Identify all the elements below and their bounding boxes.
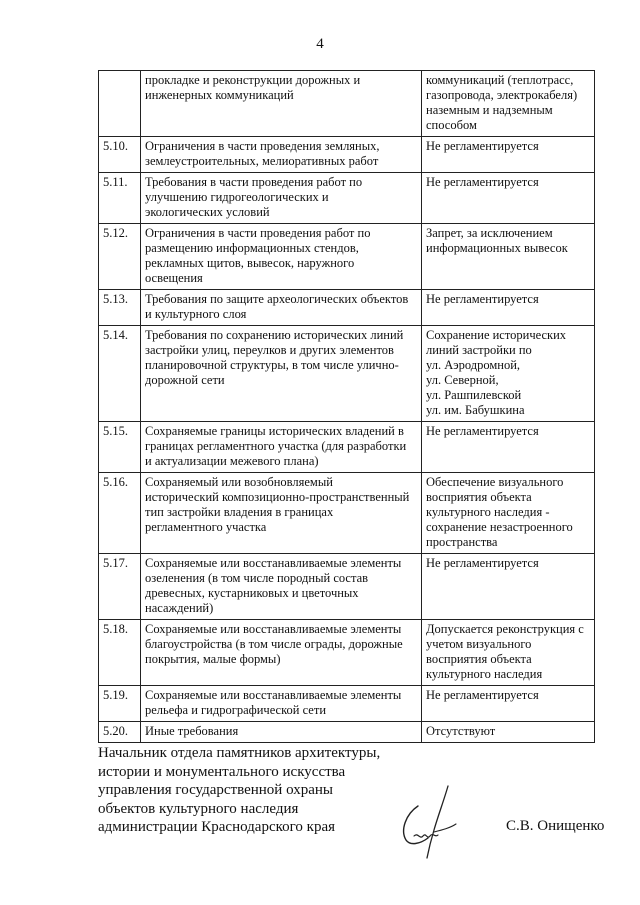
table-row <box>99 326 595 422</box>
requirement-name: Ограничения в части проведения земляных, землеустроительных, мелиоративных работ <box>141 137 422 173</box>
signer-name: С.В. Онищенко <box>506 818 605 834</box>
requirement-name: Требования в части проведения работ по улучшению гидрогеологических и экологических условий <box>141 173 422 224</box>
table-row <box>99 290 595 326</box>
row-number: 5.18. <box>99 620 141 686</box>
row-number: 5.15. <box>99 422 141 473</box>
requirement-name: Сохраняемые или восстанавливаемые элементы рельефа и гидрографической сети <box>141 686 422 722</box>
signatory-title-line: Начальник отдела памятников архитектуры, <box>98 745 381 761</box>
signatory-title-line: объектов культурного наследия <box>98 800 299 817</box>
row-number: 5.13. <box>99 290 141 326</box>
requirement-value: Не регламентируется <box>422 554 595 620</box>
requirement-value: Отсутствуют <box>422 722 595 743</box>
table-row <box>99 224 595 290</box>
requirement-value: Не регламентируется <box>422 422 595 473</box>
requirement-value: Обеспечение визуального восприятия объекта культурного наследия - сохранение незастроенного пространства <box>422 473 595 554</box>
requirement-value: Не регламентируется <box>422 173 595 224</box>
row-number: 5.20. <box>99 722 141 743</box>
requirement-value: Запрет, за исключением информационных вывесок <box>422 224 595 290</box>
signatory-title <box>98 744 428 837</box>
requirement-value: Сохранение исторических линий застройки по ул. Аэродромной, ул. Северной, ул. Рашпилевской ул. им. Бабушкина <box>422 326 595 422</box>
row-number: 5.10. <box>99 137 141 173</box>
table-row <box>99 554 595 620</box>
signatory-title-line: управления государственной охраны <box>98 782 333 798</box>
row-number: 5.11. <box>99 173 141 224</box>
requirement-name: Ограничения в части проведения работ по размещению информационных стендов, рекламных щитов, вывесок, наружного освещения <box>141 224 422 290</box>
handwritten-signature <box>390 780 470 860</box>
requirement-value: коммуникаций (теплотрасс, газопровода, электрокабеля) наземным и надземным способом <box>422 71 595 137</box>
table-row <box>99 686 595 722</box>
requirement-name: Сохраняемые или восстанавливаемые элементы озеленения (в том числе породный состав древесных, кустарниковых и цветочных насаждений) <box>141 554 422 620</box>
requirement-name: Сохраняемые границы исторических владений в границах регламентного участка (для разработки и актуализации межевого плана) <box>141 422 422 473</box>
signatory-title-line: администрации Краснодарского края <box>98 819 336 835</box>
regulations-table <box>98 70 595 743</box>
requirement-value: Допускается реконструкция с учетом визуального восприятия объекта культурного наследия <box>422 620 595 686</box>
row-number: 5.19. <box>99 686 141 722</box>
row-number: 5.17. <box>99 554 141 620</box>
row-number <box>99 71 141 137</box>
requirement-name: Требования по сохранению исторических линий застройки улиц, переулков и других элементов планировочной структуры, в том числе улично- дорожной сети <box>141 326 422 422</box>
requirement-value: Не регламентируется <box>422 290 595 326</box>
row-number: 5.16. <box>99 473 141 554</box>
requirement-name: Требования по защите археологических объектов и культурного слоя <box>141 290 422 326</box>
table-row <box>99 473 595 554</box>
requirement-value: Не регламентируется <box>422 686 595 722</box>
table-row <box>99 173 595 224</box>
page-number: 4 <box>316 36 324 52</box>
requirement-name: прокладке и реконструкции дорожных и инженерных коммуникаций <box>141 71 422 137</box>
row-number: 5.14. <box>99 326 141 422</box>
requirement-name: Сохраняемые или восстанавливаемые элементы благоустройства (в том числе ограды, дорожные покрытия, малые формы) <box>141 620 422 686</box>
requirement-value: Не регламентируется <box>422 137 595 173</box>
row-number: 5.12. <box>99 224 141 290</box>
signatory-title-line: истории и монументального искусства <box>98 763 346 780</box>
table-row <box>99 422 595 473</box>
table-row <box>99 722 595 743</box>
table-row <box>99 620 595 686</box>
requirement-name: Сохраняемый или возобновляемый исторический композиционно-пространственный тип застройки владения в границах регламентного участка <box>141 473 422 554</box>
requirement-name: Иные требования <box>141 722 422 743</box>
table-row <box>99 71 595 137</box>
table-row <box>99 137 595 173</box>
